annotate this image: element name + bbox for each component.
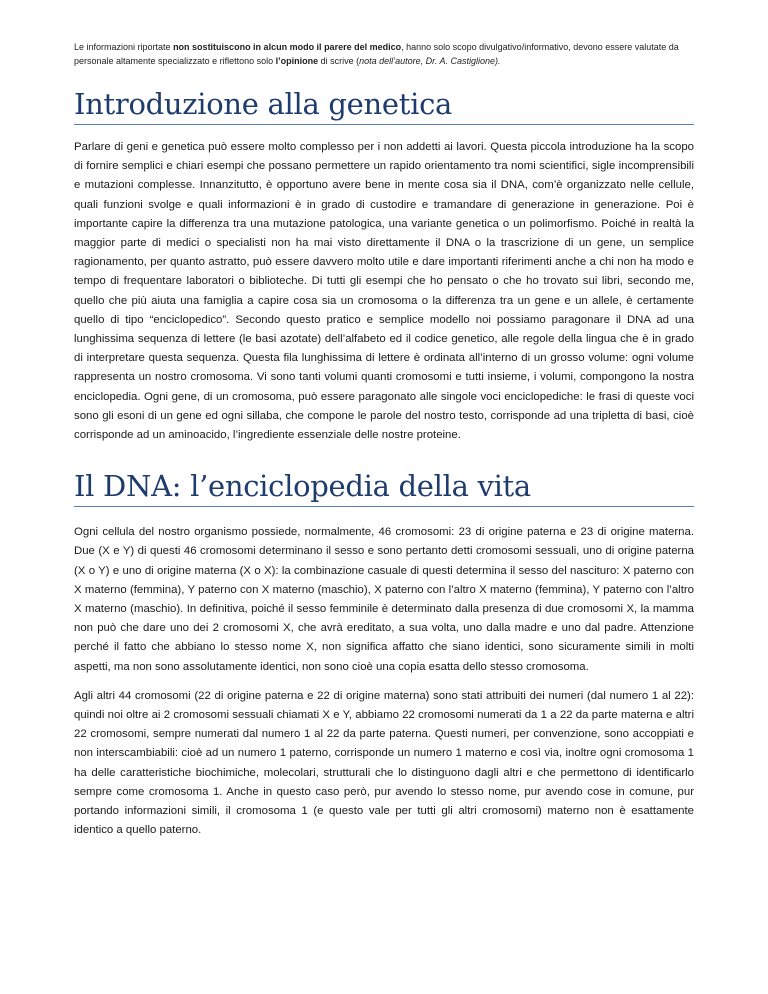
disclaimer-bold-2: l’opinione (275, 56, 319, 66)
dna-paragraph-2: Agli altri 44 cromosomi (22 di origine paterna e 22 di origine materna) sono stati attribuiti dei numeri (dal numero 1 al 22): quindi noi oltre ai 2 cromosomi sessuali chiamati X e Y, abbiamo 22 cromosomi numerati da 1 a 22 da parte materna e altri 22 cromosomi, sempre numerati dal numero 1 al 22 da parte paterna. Questi numeri, per convenzione, sono accoppiati e non interscambiabili: cioè ad un numero 1 paterno, corrisponde un numero 1 materno e così via, inoltre ogni cromosoma 1 ha delle caratteristiche biochimiche, molecolari, strutturali che lo distinguono dagli altri e che permettono di identificarlo sempre come cromosoma 1. Anche in questo caso però, pur avendo lo stesso nome, pur avendo cose in comune, pur portando informazioni simili, il cromosoma 1 (e questo vale per tutti gli altri cromosomi) materno non è esattamente identico a quello paterno. (74, 689, 694, 837)
intro-paragraph: Parlare di geni e genetica può essere molto complesso per i non addetti ai lavori. Questa piccola introduzione ha la scopo di fornire semplici e chiari esempi che possano permettere un rapido orientamento tra nomi scientifici, sigle incomprensibili e mutazioni complesse. Innanzitutto, è opportuno avere bene in mente cosa sia il DNA, com’è organizzato nelle cellule, quali funzioni svolge e quali informazioni è in grado di custodire e tramandare di generazione in generazione. Poi è importante capire la differenza tra una mutazione patologica, una variante genetica o un polimorfismo. Poiché in realtà la maggior parte di medici o specialisti non ha mai visto direttamente il DNA o la trascrizione di un gene, un semplice ragionamento, per quanto astratto, può essere davvero molto utile e dare importanti riferimenti anche a chi non ha modo e tempo di frequentare laboratori o biblioteche. Di tutti gli esempi che ho pensato o che ho trovato sui libri, secondo me, quello che più aiuta una famiglia a capire cosa sia un cromosoma o la differenza tra un gene e un allele, è certamente quello di tipo “enciclopedico”. Secondo questo pratico e semplice modello noi possiamo paragonare il DNA ad una lunghissima sequenza di lettere (le basi azotate) dell’alfabeto ed il codice genetico, alle regole della lingua che è in grado di interpretare questa sequenza. Questa fila lunghissima di lettere è ordinata all’interno di un grosso volume: ogni volume rappresenta un nostro cromosoma. Vi sono tanti volumi quanti cromosomi e tutti insieme, i volumi, compongono la nostra enciclopedia. Ogni gene, di un cromosoma, può essere paragonato alle singole voci enciclopediche: le frasi di queste voci sono gli esoni di un gene ed ogni sillaba, che compone le parole del nostro testo, corrisponde ad una tripletta di basi, cioè corrisponde ad un aminoacido, l’ingrediente essenziale delle nostre proteine. (74, 141, 694, 442)
disclaimer-author-note: nota dell’autore, Dr. A. Castiglione). (359, 56, 501, 66)
dna-paragraph-1: Ogni cellula del nostro organismo possiede, normalmente, 46 cromosomi: 23 di origine paterna e 23 di origine materna. Due (X e Y) di questi 46 cromosomi determinano il sesso e sono pertanto detti cromosomi sessuali, uno di origine paterna (X o Y) e uno di origine materna (X o X): la combinazione casuale di questi determina il sesso del nascituro: X paterno con X materno (femmina), Y paterno con X materno (maschio), X paterno con l’altro X materno (femmina), Y paterno con l’altro X materno (maschio). In definitiva, poiché il sesso femminile è determinato dalla presenza di due cromosomi X, la mamma non può che dare uno dei 2 cromosomi X, che avrà ereditato, a sua volta, uno dalla madre e uno dal padre. Attenzione perché il fatto che abbiano lo stesso nome X, non significa affatto che siano identici, sono sicuramente simili in molti aspetti, ma non sono assolutamente identici, non sono cioè una copia esatta dello stesso cromosoma. (74, 526, 694, 673)
disclaimer-text-2: , hanno solo scopo divulgativo/informativo, devono essere valutate da personale altamente specializzato e riflettono solo (74, 42, 679, 66)
disclaimer-text-1: Le informazioni riportate (74, 42, 174, 52)
disclaimer-bold-1: non sostituiscono in alcun modo il parere del medico (173, 42, 402, 52)
disclaimer-text-3: di scrive ( (318, 56, 360, 66)
section-title-intro: Introduzione alla genetica (74, 86, 694, 125)
disclaimer-note (74, 40, 694, 68)
section-title-dna: Il DNA: l’enciclopedia della vita (74, 468, 694, 507)
